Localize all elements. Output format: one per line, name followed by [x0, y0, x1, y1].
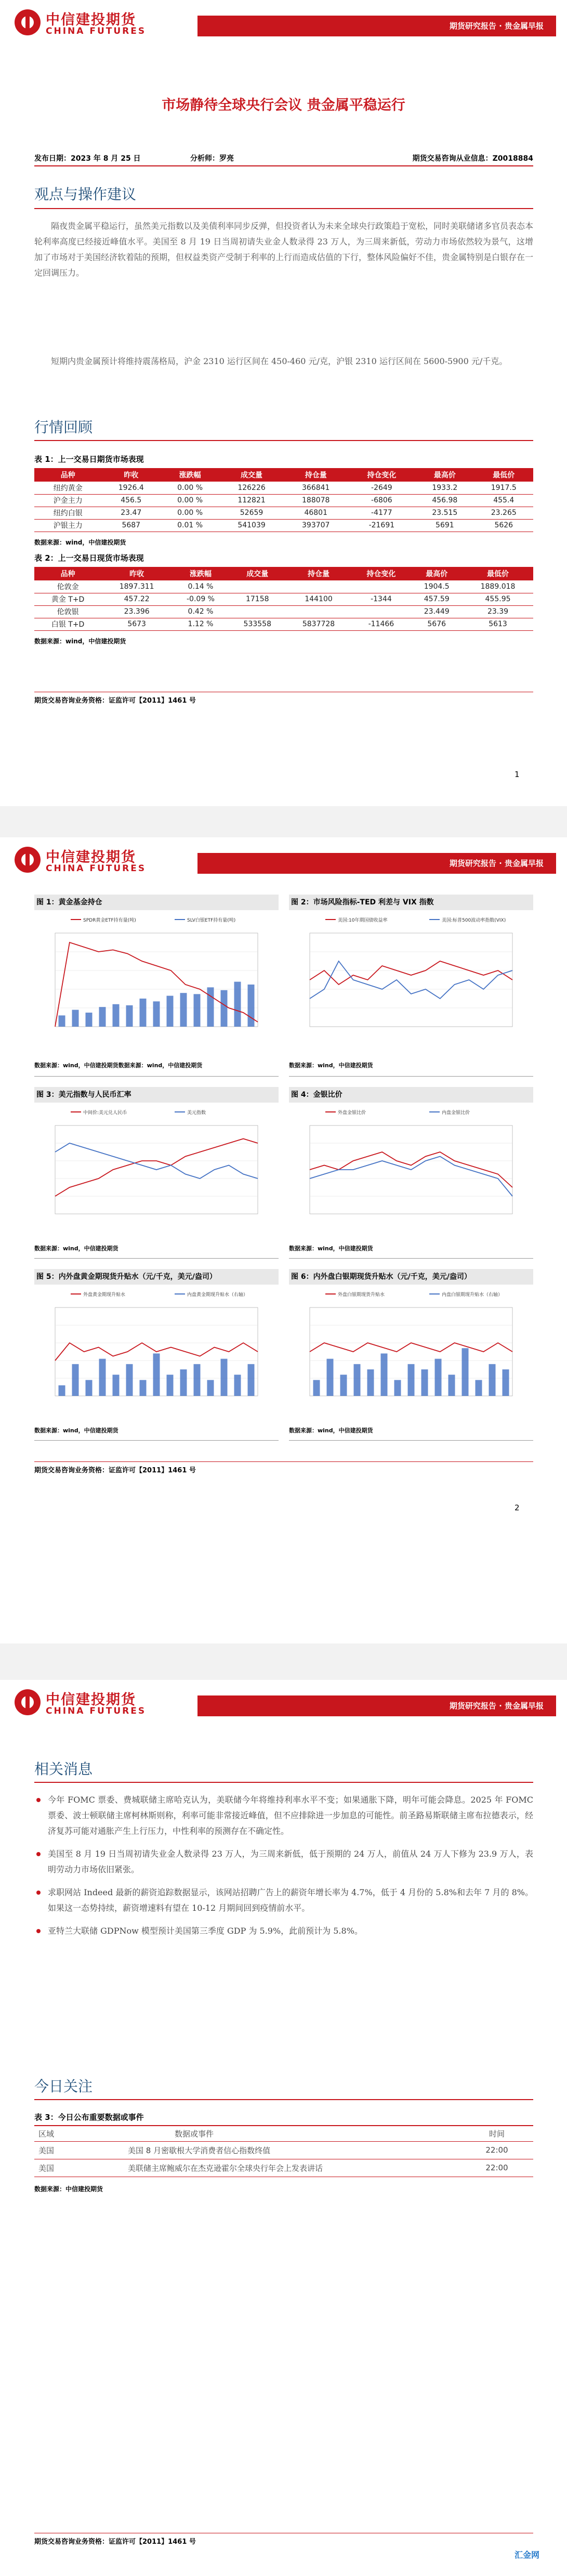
analyst-name: 分析师：罗亮	[190, 154, 234, 163]
chart-gold-basis-plot	[34, 1287, 279, 1417]
table-cell: 1926.4	[102, 482, 161, 494]
table-cell: -21691	[348, 519, 416, 532]
series-bar	[503, 1369, 509, 1396]
report-meta	[34, 151, 533, 166]
series-bar	[449, 1375, 455, 1396]
series-bar	[126, 1364, 133, 1396]
logo-en-text: CHINA FUTURES	[46, 863, 147, 874]
section-heading-today: 今日关注	[34, 2078, 93, 2095]
cal-region: 美国	[34, 2159, 97, 2177]
chart-silver-basis	[289, 1269, 533, 1441]
series-bar	[234, 1375, 241, 1396]
series-bar	[435, 1359, 442, 1396]
chart-silver-basis-plot	[289, 1287, 533, 1417]
table-row	[34, 2141, 533, 2159]
header-label: 期货研究报告 · 贵金属早报	[197, 1695, 556, 1716]
watermark-logo: 汇金网	[515, 2550, 540, 2560]
series-bar	[72, 1364, 79, 1396]
series-bar	[86, 1013, 93, 1027]
cal-header-event: 数据或事件	[97, 2126, 460, 2141]
logo-icon	[15, 9, 41, 35]
table-cell: 455.95	[463, 593, 533, 605]
series-bar	[99, 1359, 106, 1396]
table-cell: 455.4	[474, 494, 533, 507]
series-bar	[313, 1380, 320, 1396]
table-cell: 23.265	[474, 507, 533, 519]
legend-label: 美国:10年期国债收益率	[338, 918, 388, 923]
series-bar	[476, 1380, 482, 1396]
company-logo	[15, 845, 160, 875]
table-row	[34, 2159, 533, 2177]
table-cell: 17158	[229, 593, 286, 605]
table-cell: 1897.311	[101, 580, 172, 593]
cal-header-region: 区域	[34, 2126, 97, 2141]
table-cell: 1.12 %	[172, 618, 229, 630]
chart-source: 数据来源：wind，中信建投期货	[289, 1427, 373, 1434]
chart-source: 数据来源：wind，中信建投期货	[34, 1427, 118, 1434]
table-cell	[229, 580, 286, 593]
series-bar	[180, 993, 187, 1027]
series-bar	[381, 1353, 388, 1396]
table-1-caption: 表 1：上一交易日期货市场表现	[34, 455, 144, 464]
table-cell: 5613	[463, 618, 533, 630]
cal-header-time: 时间	[460, 2126, 533, 2141]
page-footer: 期货交易咨询业务资格：证监许可【2011】1461 号	[34, 692, 533, 705]
series-bar	[59, 1386, 65, 1396]
table-cell: 5626	[474, 519, 533, 532]
series-bar	[113, 1004, 120, 1027]
table-header-cell: 持仓变化	[351, 567, 411, 580]
table-header-cell: 持仓量	[286, 567, 352, 580]
cal-event: 美国 8 月密歇根大学消费者信心指数终值	[97, 2141, 460, 2159]
table-header-cell: 最低价	[474, 468, 533, 482]
table-cell: 366841	[284, 482, 348, 494]
table-header-cell: 持仓量	[284, 468, 348, 482]
legend-label: 外盘白银期现货升贴水	[338, 1292, 385, 1298]
table-cell: 纽约白银	[34, 507, 102, 519]
table-header-cell: 最低价	[463, 567, 533, 580]
table-cell: 23.515	[415, 507, 474, 519]
company-logo	[15, 7, 160, 37]
table-cell: 541039	[219, 519, 284, 532]
table-cell	[351, 605, 411, 618]
table-cell: -2649	[348, 482, 416, 494]
legend-label: 内盘白银期现升贴水（右轴）	[442, 1292, 503, 1298]
table-header-cell: 品种	[34, 567, 101, 580]
series-line	[310, 961, 512, 999]
table-cell: 1889.018	[463, 580, 533, 593]
futures-table	[34, 468, 533, 532]
table-3-source: 数据来源：中信建投期货	[34, 2185, 103, 2193]
table-cell: 456.98	[415, 494, 474, 507]
view-paragraph-1: 隔夜贵金属平稳运行，虽然美元指数以及美债利率同步反弹，但投资者认为未来全球央行政策趋于宽松，同时美联储诸多官员表态本轮利率高度已经接近峰值水平。美国至 8 月 19 日当周初请失业金人数录得 23 万人，为三周来新低，劳动力市场依然较为景气，这增加了市场对于美国经济软着陆的预期，但权益类资产受制于利率的上行而造成估值的下行，整体风险偏好不佳，贵金属特别是白银存在一定回调压力。	[34, 221, 534, 278]
chart-risk-plot	[289, 912, 533, 1047]
legend-label: 外盘黄金期现升贴水	[83, 1292, 126, 1298]
chart-title: 图 5：内外盘黄金期现货升贴水（元/千克，美元/盎司）	[34, 1269, 279, 1285]
table-row	[34, 593, 533, 605]
table-header-cell: 涨跌幅	[172, 567, 229, 580]
series-bar	[367, 1369, 374, 1396]
chart-ratio-plot	[289, 1105, 533, 1235]
series-line	[55, 1139, 258, 1197]
table-cell: 0.00 %	[161, 494, 219, 507]
chart-title: 图 6：内外盘白银期现货升贴水（元/千克，美元/盎司）	[289, 1269, 533, 1285]
series-bar	[153, 1001, 160, 1027]
series-bar	[153, 1353, 160, 1396]
chart-title: 图 1：黄金基金持仓	[34, 895, 279, 910]
publish-date: 发布日期：2023 年 8 月 25 日	[34, 154, 141, 163]
series-bar	[86, 1380, 93, 1396]
cal-region: 美国	[34, 2141, 97, 2159]
table-header-cell: 涨跌幅	[161, 468, 219, 482]
company-logo	[15, 1687, 160, 1717]
chart-source: 数据来源：wind，中信建投期货	[289, 1062, 373, 1069]
chart-title: 图 3：美元指数与人民币汇率	[34, 1087, 279, 1103]
table-cell	[351, 580, 411, 593]
table-cell: 188078	[284, 494, 348, 507]
chart-title: 图 2：市场风险指标-TED 利差与 VIX 指数	[289, 895, 533, 910]
series-bar	[180, 1369, 187, 1396]
series-bar	[234, 982, 241, 1027]
table-cell: 0.14 %	[172, 580, 229, 593]
table-row	[34, 618, 533, 630]
table-cell: 白银 T+D	[34, 618, 101, 630]
series-bar	[207, 1380, 214, 1396]
chart-gold-basis	[34, 1269, 279, 1441]
table-cell: 5687	[102, 519, 161, 532]
logo-cn-text: 中信建投期货	[46, 12, 136, 28]
series-bar	[354, 1364, 361, 1396]
series-bar	[408, 1364, 415, 1396]
table-cell: 126226	[219, 482, 284, 494]
table-1-source: 数据来源：wind，中信建投期货	[34, 539, 126, 546]
view-paragraph-2: 短期内贵金属预计将维持震荡格局，沪金 2310 运行区间在 450-460 元/克，沪银 2310 运行区间在 5600-5900 元/千克。	[51, 356, 508, 366]
table-cell: 纽约黄金	[34, 482, 102, 494]
table-cell: 0.42 %	[172, 605, 229, 618]
table-cell: -0.09 %	[172, 593, 229, 605]
table-cell: 伦敦银	[34, 605, 101, 618]
table-cell: 1917.5	[474, 482, 533, 494]
page-footer: 期货交易咨询业务资格：证监许可【2011】1461 号	[34, 2533, 533, 2546]
section-heading-news: 相关消息	[34, 1761, 93, 1778]
series-bar	[207, 987, 214, 1027]
cal-time: 22:00	[460, 2159, 533, 2177]
series-bar	[167, 1375, 174, 1396]
series-bar	[99, 1007, 106, 1027]
logo-cn-text: 中信建投期货	[46, 849, 136, 865]
news-item: 亚特兰大联储 GDPNow 模型预计美国第三季度 GDP 为 5.9%，此前预计为 5.8%。	[34, 1923, 533, 1939]
table-row	[34, 519, 533, 532]
table-header-cell: 最高价	[411, 567, 463, 580]
table-header-cell: 持仓变化	[348, 468, 416, 482]
plot-frame	[310, 933, 512, 1027]
chart-usd	[34, 1087, 279, 1259]
table-2-caption: 表 2：上一交易日现货市场表现	[34, 553, 144, 563]
chart-ratio	[289, 1087, 533, 1259]
legend-label: 美元指数	[187, 1110, 206, 1116]
legend-label: 中间价:美元兑人民币	[83, 1110, 127, 1116]
report-title: 市场静待全球央行会议 贵金属平稳运行	[162, 97, 405, 113]
series-bar	[59, 1015, 65, 1027]
table-row	[34, 605, 533, 618]
table-cell: -1344	[351, 593, 411, 605]
cal-time: 22:00	[460, 2141, 533, 2159]
table-header-cell: 昨收	[101, 567, 172, 580]
legend-label: SPDR黄金ETF持有量(吨)	[83, 918, 136, 923]
table-cell: 23.396	[101, 605, 172, 618]
series-bar	[72, 1010, 79, 1027]
cal-event: 美联储主席鲍威尔在杰克逊霍尔全球央行年会上发表讲话	[97, 2159, 460, 2177]
series-line	[310, 1157, 512, 1197]
heading-underline	[34, 2099, 533, 2100]
table-cell: 52659	[219, 507, 284, 519]
table-3-caption: 表 3：今日公布重要数据或事件	[34, 2113, 144, 2122]
table-row	[34, 580, 533, 593]
series-bar	[340, 1375, 347, 1396]
table-cell: 112821	[219, 494, 284, 507]
table-cell: 黄金 T+D	[34, 593, 101, 605]
series-bar	[113, 1375, 120, 1396]
series-bar	[221, 1359, 228, 1396]
table-header-cell: 成交量	[229, 567, 286, 580]
table-row	[34, 494, 533, 507]
table-cell: 1904.5	[411, 580, 463, 593]
table-cell: 533558	[229, 618, 286, 630]
chart-gold-etf	[34, 895, 279, 1077]
logo-en-text: CHINA FUTURES	[46, 26, 147, 36]
chart-risk	[289, 895, 533, 1077]
table-cell: 457.22	[101, 593, 172, 605]
heading-underline	[34, 208, 533, 209]
series-bar	[327, 1359, 334, 1396]
table-row	[34, 482, 533, 494]
table-cell: 5691	[415, 519, 474, 532]
table-cell: 0.00 %	[161, 507, 219, 519]
series-bar	[248, 1364, 255, 1396]
table-header-cell: 成交量	[219, 468, 284, 482]
table-cell: 1933.2	[415, 482, 474, 494]
table-2-source: 数据来源：wind，中信建投期货	[34, 638, 126, 645]
table-header-cell: 昨收	[102, 468, 161, 482]
table-cell: 144100	[286, 593, 352, 605]
news-item: 求职网站 Indeed 最新的薪资追踪数据显示，该网站招聘广告上的薪资年增长率为 4.7%，低于 4 月份的 5.8%和去年 7 月的 8%。如果这一态势持续，薪资增速料有望在 10-12 月期间回到疫情前水平。	[34, 1885, 533, 1916]
chart-title: 图 4：金银比价	[289, 1087, 533, 1103]
series-bar	[394, 1380, 401, 1396]
spot-table	[34, 567, 533, 631]
heading-underline	[34, 440, 533, 441]
report-page-3	[0, 1680, 567, 2576]
page-header	[0, 1680, 567, 1721]
table-cell: 沪银主力	[34, 519, 102, 532]
series-bar	[140, 999, 147, 1027]
section-heading-view: 观点与操作建议	[34, 186, 137, 203]
series-line	[310, 1343, 512, 1352]
legend-label: 内盘金银比价	[442, 1110, 470, 1116]
header-label: 期货研究报告 · 贵金属早报	[197, 16, 556, 36]
chart-source: 数据来源：wind，中信建投期货	[289, 1245, 373, 1252]
page-footer: 期货交易咨询业务资格：证监许可【2011】1461 号	[34, 1461, 533, 1474]
chart-source: 数据来源：wind，中信建投期货数据来源：wind，中信建投期货	[34, 1062, 203, 1069]
table-cell: 393707	[284, 519, 348, 532]
legend-label: SLV白银ETF持有量(吨)	[187, 918, 236, 923]
news-item: 今年 FOMC 票委、费城联储主席哈克认为，美联储今年将维持利率水平不变；如果通胀下降，明年可能会降息。2025 年 FOMC 票委、波士顿联储主席柯林斯则称，利率可能非常接近峰值，但不应排除进一步加息的可能性。前圣路易斯联储主席布拉德表示，经济复苏可能对通胀产生上行压力，中性利率的预测存在不确定性。	[34, 1792, 533, 1839]
table-cell: 沪金主力	[34, 494, 102, 507]
logo-cn-text: 中信建投期货	[46, 1692, 136, 1708]
section-heading-review: 行情回顾	[34, 419, 93, 436]
table-cell: 46801	[284, 507, 348, 519]
logo-icon	[15, 1689, 41, 1715]
table-header-cell: 最高价	[415, 468, 474, 482]
table-cell: -6806	[348, 494, 416, 507]
page-gap	[0, 806, 567, 837]
series-bar	[167, 996, 174, 1027]
series-bar	[421, 1369, 428, 1396]
legend-label: 内盘黄金期现升贴水（右轴）	[187, 1292, 248, 1298]
table-cell: 0.00 %	[161, 482, 219, 494]
calendar-table	[34, 2125, 533, 2177]
series-bar	[489, 1364, 496, 1396]
table-cell: -11466	[351, 618, 411, 630]
table-cell: 23.39	[463, 605, 533, 618]
page-gap	[0, 1643, 567, 1680]
table-cell: 456.5	[102, 494, 161, 507]
news-item: 美国至 8 月 19 日当周初请失业金人数录得 23 万人，为三周来新低，低于预期的 24 万人，前值从 24 万人下修为 23.9 万人，表明劳动力市场依旧紧张。	[34, 1846, 533, 1878]
heading-underline	[34, 1782, 533, 1783]
analyst-license: 期货交易咨询从业信息：Z0018884	[412, 154, 533, 163]
header-label: 期货研究报告 · 贵金属早报	[197, 853, 556, 874]
report-page-2	[0, 837, 567, 1643]
page-number: 1	[515, 770, 520, 779]
table-cell	[286, 605, 352, 618]
page-header	[0, 0, 567, 42]
table-cell: 457.59	[411, 593, 463, 605]
logo-icon	[15, 847, 41, 873]
series-bar	[462, 1348, 469, 1396]
table-cell	[286, 580, 352, 593]
table-row	[34, 507, 533, 519]
series-bar	[248, 985, 255, 1027]
news-list	[34, 1792, 533, 1946]
chart-gold-etf-plot	[34, 912, 279, 1047]
table-cell	[229, 605, 286, 618]
chart-usd-plot	[34, 1105, 279, 1235]
table-cell: 5676	[411, 618, 463, 630]
table-header-cell: 品种	[34, 468, 102, 482]
table-cell: 0.01 %	[161, 519, 219, 532]
table-cell: 伦敦金	[34, 580, 101, 593]
logo-en-text: CHINA FUTURES	[46, 1706, 147, 1716]
table-cell: 5837728	[286, 618, 352, 630]
series-bar	[221, 990, 228, 1027]
table-cell: 23.47	[102, 507, 161, 519]
chart-source: 数据来源：wind，中信建投期货	[34, 1245, 118, 1252]
series-bar	[140, 1380, 147, 1396]
report-page-1	[0, 0, 567, 806]
series-bar	[194, 1364, 201, 1396]
legend-label: 美国:标普500波动率指数(VIX)	[442, 918, 506, 923]
series-line	[310, 961, 512, 985]
page-header	[0, 837, 567, 879]
page-number: 2	[515, 1503, 520, 1512]
table-cell: 23.449	[411, 605, 463, 618]
series-bar	[126, 1005, 133, 1027]
table-cell: -4177	[348, 507, 416, 519]
series-bar	[194, 994, 201, 1027]
legend-label: 外盘金银比价	[338, 1110, 366, 1116]
table-cell: 5673	[101, 618, 172, 630]
